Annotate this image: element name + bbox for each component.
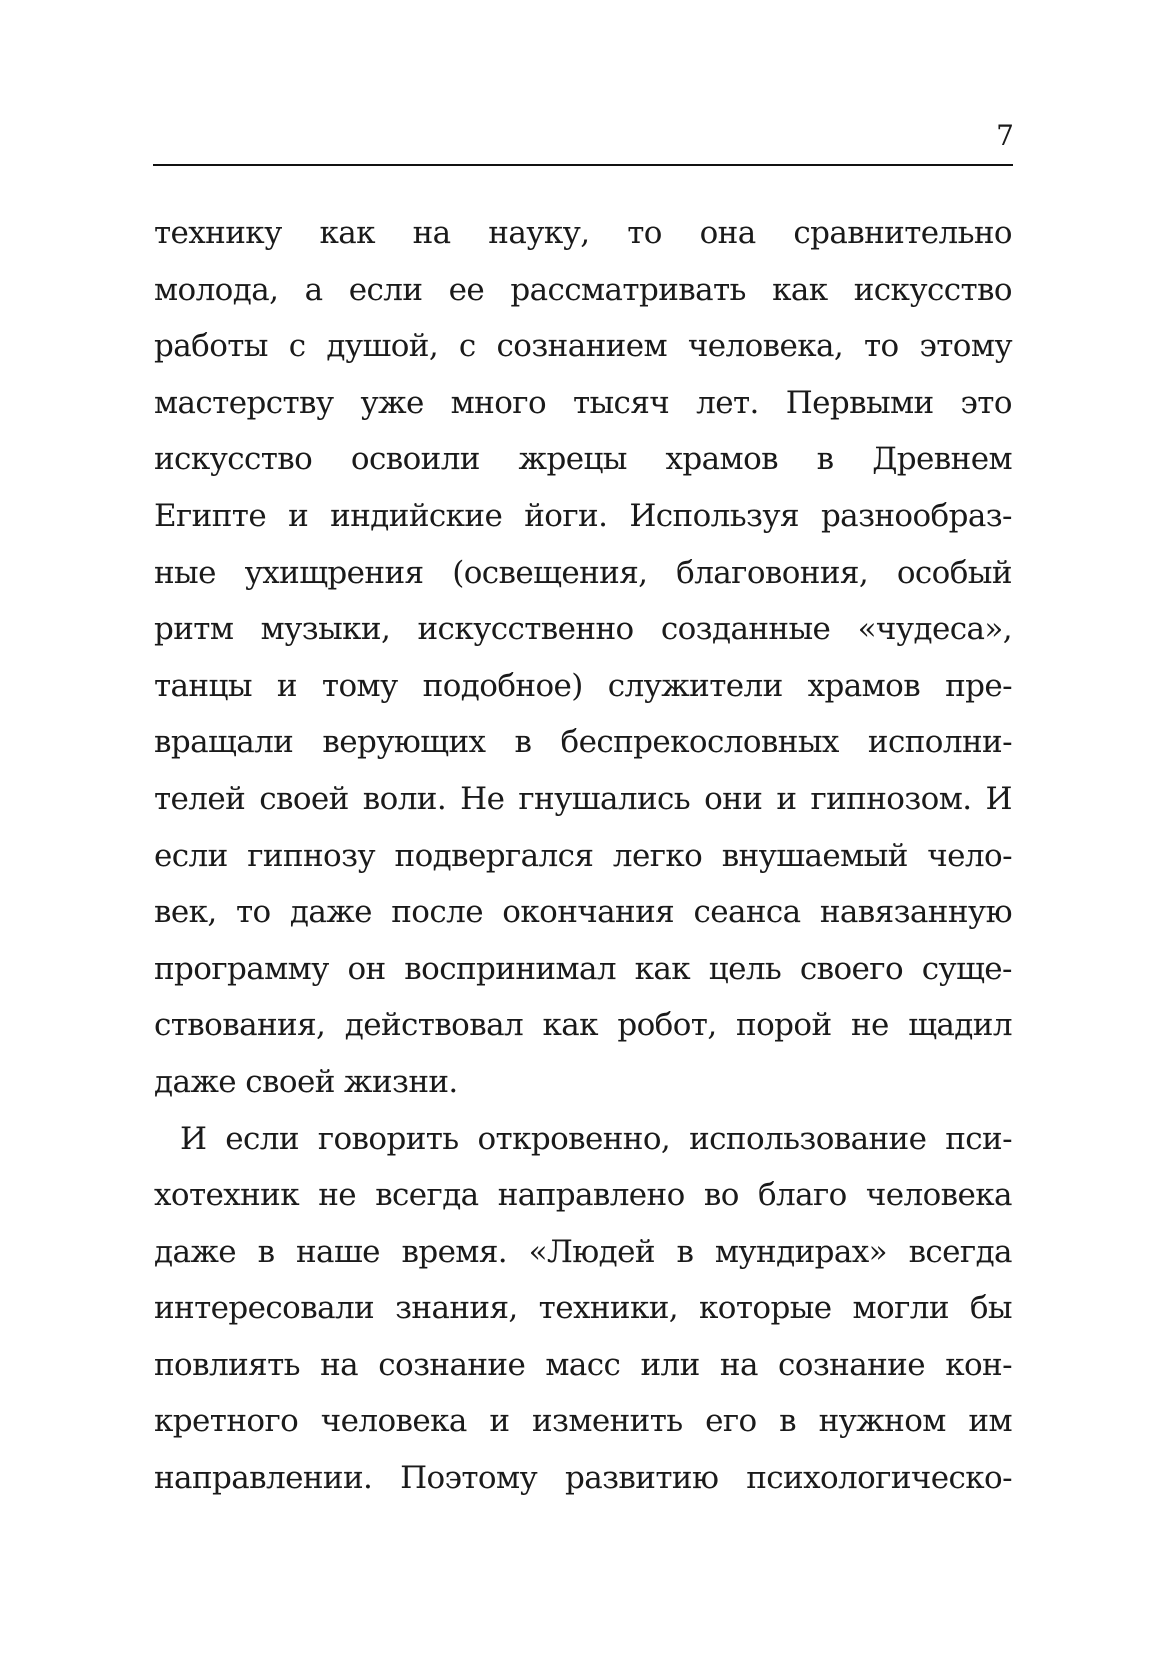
text-line: кретного человека и изменить его в нужном им <box>154 1403 1012 1440</box>
text-line: технику как на науку, то она сравнительно <box>154 215 1012 251</box>
text-line: искусство освоили жрецы храмов в Древнем <box>154 441 1012 478</box>
text-line: если гипнозу подвергался легко внушаемый чело- <box>154 837 1012 874</box>
text-line: И если говорить откровенно, использование пси- <box>180 1120 1012 1157</box>
text-line: молода, а если ее рассматривать как искусство <box>154 271 1012 308</box>
page-number: 7 <box>996 119 1014 152</box>
text-line: хотехник не всегда направлено во благо человека <box>154 1177 1012 1214</box>
text-line: программу он воспринимал как цель своего суще- <box>154 950 1012 987</box>
paragraph-1 <box>154 205 1012 1111</box>
text-line: даже в наше время. «Людей в мундирах» всегда <box>154 1233 1012 1270</box>
text-line: вращали верующих в беспрекословных исполни- <box>154 724 1012 761</box>
text-line: работы с душой, с сознанием человека, то этому <box>154 328 1012 365</box>
text-line: танцы и тому подобное) служители храмов пре- <box>154 667 1012 704</box>
text-line: век, то даже после окончания сеанса навязанную <box>154 894 1012 931</box>
text-line: ритм музыки, искусственно созданные «чудеса», <box>154 611 1012 648</box>
text-line: телей своей воли. Не гнушались они и гипнозом. И <box>154 780 1012 817</box>
text-line: даже своей жизни. <box>154 1063 458 1100</box>
body-text <box>154 205 1012 1507</box>
paragraph-2 <box>154 1111 1012 1507</box>
text-line: направлении. Поэтому развитию психологическо- <box>154 1460 1012 1497</box>
text-line: ные ухищрения (освещения, благовония, особый <box>154 554 1012 591</box>
header-rule <box>153 164 1013 166</box>
text-line: ствования, действовал как робот, порой не щадил <box>154 1007 1012 1044</box>
text-line: повлиять на сознание масс или на сознание кон- <box>154 1346 1012 1383</box>
text-line: интересовали знания, техники, которые могли бы <box>154 1290 1012 1327</box>
text-line: Египте и индийские йоги. Используя разнообраз- <box>154 497 1012 534</box>
text-line: мастерству уже много тысяч лет. Первыми это <box>154 384 1012 421</box>
